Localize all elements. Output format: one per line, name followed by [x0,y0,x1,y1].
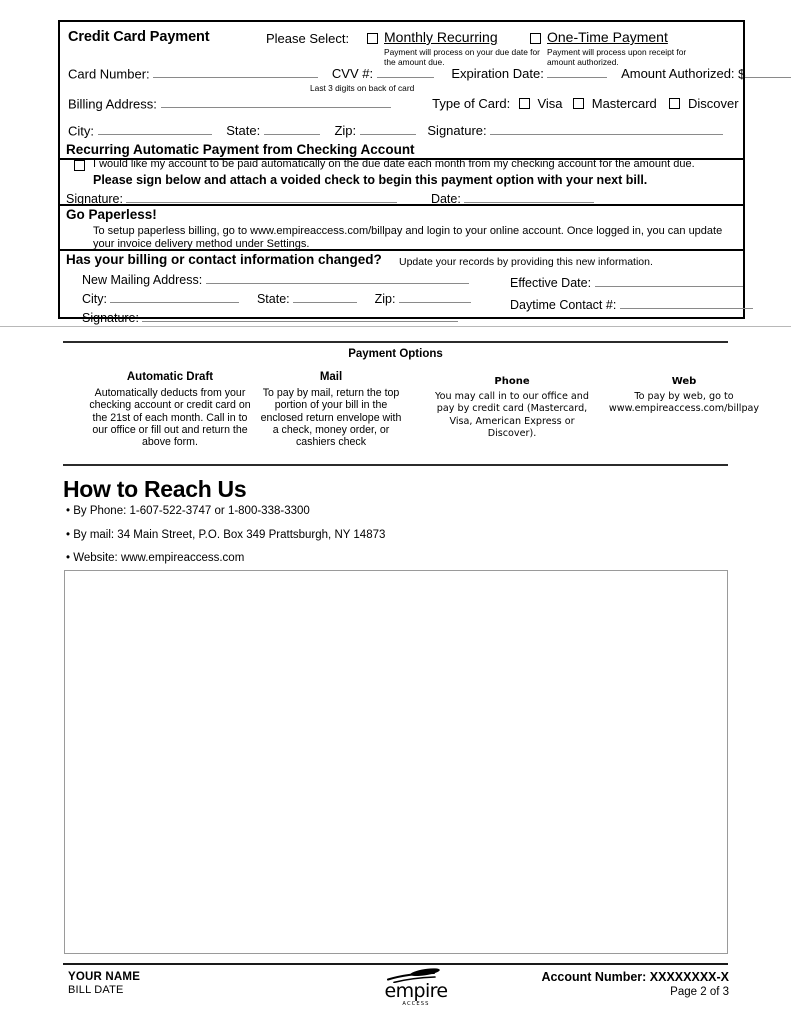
new-mailing-address-row [82,271,469,287]
monthly-recurring-note: Payment will process on your due date for the amount due. [384,47,540,67]
new-mailing-address-input[interactable] [206,271,469,284]
reach-us-item-mail: • By mail: 34 Main Street, P.O. Box 349 Prattsburgh, NY 14873 [66,529,386,541]
recurring-date-input[interactable] [464,190,594,203]
billing-address-row [68,95,739,111]
billing-changed-heading: Has your billing or contact information changed? [66,252,382,267]
recurring-payment-heading: Recurring Automatic Payment from Checking Account [66,142,415,157]
effective-date-input[interactable] [595,274,743,287]
city-state-zip-signature-row [68,122,723,138]
cvv-helper-note: Last 3 digits on back of card [310,83,415,93]
payment-option-text: You may call in to our office and pay by credit card (Mastercard, Visa, American Express or Discover). [435,391,589,440]
reach-us-item-website: • Website: www.empireaccess.com [66,552,245,564]
go-paperless-heading: Go Paperless! [66,207,157,222]
payment-option-phone [433,376,591,441]
one-time-payment-label[interactable]: One-Time Payment [547,29,668,45]
empire-access-logo [383,966,449,1007]
mastercard-label: Mastercard [591,96,657,112]
payment-option-heading: Automatic Draft [126,371,214,383]
new-zip-input[interactable] [399,290,471,303]
how-to-reach-us-title: How to Reach Us [63,476,247,502]
payment-options-bottom-rule [63,464,728,466]
visa-label: Visa [537,96,563,112]
page-divider-line [0,326,791,327]
payment-option-text: To pay by web, go to www.empireaccess.com/billpay [608,391,760,415]
new-signature-input[interactable] [142,309,458,322]
monthly-recurring-label[interactable]: Monthly Recurring [384,29,498,45]
payment-option-text: To pay by mail, return the top portion of your bill in the enclosed return envelope with a check, money order, or cashiers check [260,387,402,449]
expiration-date-label: Expiration Date: [451,66,544,82]
logo-wordmark: empire [384,980,448,1002]
zip-label: Zip: [334,123,357,139]
cvv-label: CVV #: [331,66,374,82]
payment-option-heading: Mail [319,371,343,383]
one-time-payment-note: Payment will process upon receipt for amount authorized. [547,47,687,67]
billing-address-input[interactable] [161,95,391,108]
payment-options-top-rule [63,341,728,343]
new-mailing-address-label: New Mailing Address: [82,272,203,287]
new-state-label: State: [256,291,290,306]
payment-option-heading: Phone [494,376,530,387]
signature-input[interactable] [490,122,723,135]
credit-card-payment-title: Credit Card Payment [68,29,210,45]
new-city-input[interactable] [110,290,239,303]
reach-us-item-phone: • By Phone: 1-607-522-3747 or 1-800-338-3300 [66,505,310,517]
payment-option-automatic-draft [88,371,252,448]
payment-options-title: Payment Options [348,348,443,360]
new-signature-row [82,309,458,325]
billing-changed-note: Update your records by providing this new information. [399,256,653,268]
payment-option-text: Automatically deducts from your checking account or credit card on the 21st of each month. Call in to our office or fill out and return the above form. [89,387,251,449]
logo-subtext: ACCESS [402,1001,430,1007]
footer-page-number: Page 2 of 3 [670,986,729,998]
footer-bill-date: BILL DATE [68,984,124,996]
city-label: City: [68,123,94,139]
footer-rule [63,963,728,965]
go-paperless-text: To setup paperless billing, go to www.empireaccess.com/billpay and login to your online account. Once logged in, you can update your invoice delivery method under Settings. [93,225,723,250]
type-of-card-label: Type of Card: [432,96,511,112]
signature-label: Signature: [427,123,487,139]
new-city-state-zip-row [82,290,471,306]
city-input[interactable] [98,122,212,135]
checkbox-discover[interactable] [669,98,680,109]
checkbox-monthly-recurring[interactable] [367,33,378,44]
blank-content-area [64,570,728,954]
recurring-instruction-text: Please sign below and attach a voided check to begin this payment option with your next bill. [93,173,648,187]
payment-form-box [58,20,746,325]
new-signature-label: Signature: [82,310,139,325]
amount-authorized-input[interactable] [745,65,791,78]
dollar-sign: $ [738,66,746,82]
new-state-input[interactable] [293,290,357,303]
card-number-row [68,65,791,81]
checkbox-mastercard[interactable] [573,98,584,109]
recurring-checkbox-text: I would like my account to be paid automatically on the due date each month from my checking account for the amount due. [93,158,695,170]
recurring-signature-input[interactable] [126,190,397,203]
recurring-date-label: Date: [430,191,461,206]
state-input[interactable] [264,122,320,135]
billing-address-label: Billing Address: [68,96,157,112]
expiration-date-input[interactable] [547,65,607,78]
effective-date-row [510,274,743,290]
zip-input[interactable] [360,122,416,135]
footer-account-number: Account Number: XXXXXXXX-X [541,970,729,984]
checkbox-visa[interactable] [519,98,530,109]
payment-option-mail [258,371,404,448]
state-label: State: [226,123,261,139]
daytime-contact-label: Daytime Contact #: [510,297,617,312]
daytime-contact-row [510,296,753,312]
card-number-input[interactable] [153,65,318,78]
card-number-label: Card Number: [68,66,150,82]
payment-option-web [605,376,763,416]
payment-option-heading: Web [671,376,697,387]
recurring-signature-label: Signature: [66,191,123,206]
effective-date-label: Effective Date: [510,275,592,290]
please-select-label: Please Select: [266,31,350,46]
daytime-contact-input[interactable] [620,296,753,309]
footer-customer-name: YOUR NAME [68,971,141,983]
amount-authorized-label: Amount Authorized: [621,66,735,82]
discover-label: Discover [688,96,739,112]
cvv-input[interactable] [377,65,434,78]
new-zip-label: Zip: [374,291,396,306]
new-city-label: City: [82,291,107,306]
checkbox-one-time-payment[interactable] [530,33,541,44]
checkbox-recurring-auto-payment[interactable] [74,160,85,171]
